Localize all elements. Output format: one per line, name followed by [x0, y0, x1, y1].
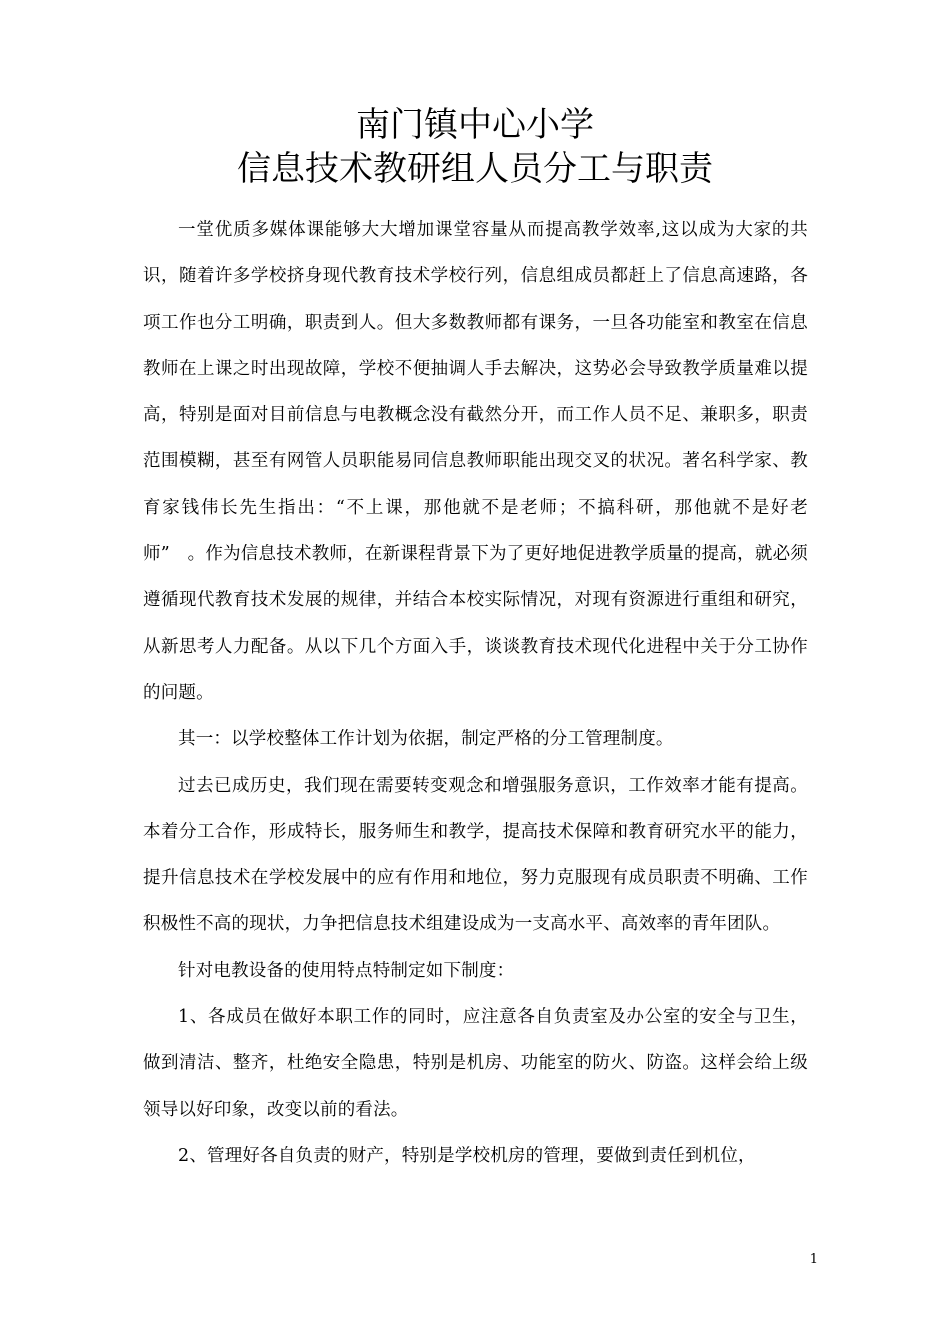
paragraph-rule-1: 1、各成员在做好本职工作的同时，应注意各自负责室及办公室的安全与卫生，做到清洁、整齐，杜绝安全隐患，特别是机房、功能室的防火、防盗。这样会给上级领导以好印象，改变以前的看法。	[143, 1007, 808, 1120]
paragraph-section-one-heading: 其一：以学校整体工作计划为依据，制定严格的分工管理制度。	[178, 729, 674, 750]
page-number: 1	[809, 1252, 818, 1267]
document-title-main: 信息技术教研组人员分工与职责	[237, 149, 713, 189]
paragraph-rule-2: 2、管理好各自负责的财产，特别是学校机房的管理，要做到责任到机位，	[178, 1145, 756, 1166]
paragraph-rules-intro: 针对电教设备的使用特点特制定如下制度：	[178, 960, 515, 981]
paragraph-section-one-body: 过去已成历史，我们现在需要转变观念和增强服务意识，工作效率才能有提高。本着分工合作，形成特长，服务师生和教学，提高技术保障和教育研究水平的能力，提升信息技术在学校发展中的应有作用和地位，努力克服现有成员职责不明确、工作积极性不高的现状，力争把信息技术组建设成为一支高水平、高效率的青年团队。	[143, 775, 808, 935]
document-title-school: 南门镇中心小学	[356, 105, 594, 145]
paragraph-intro: 一堂优质多媒体课能够大大增加课堂容量从而提高教学效率,这以成为大家的共识，随着许多学校挤身现代教育技术学校行列，信息组成员都赶上了信息高速路，各项工作也分工明确，职责到人。但大多数教师都有课务，一旦各功能室和教室在信息教师在上课之时出现故障，学校不便抽调人手去解决，这势必会导致教学质量难以提高，特别是面对目前信息与电教概念没有截然分开，而工作人员不足、兼职多，职责范围模糊，甚至有网管人员职能易同信息教师职能出现交叉的状况。著名科学家、教育家钱伟长先生指出：“不上课，那他就不是老师；不搞科研，那他就不是好老师” 。作为信息技术教师，在新课程背景下为了更好地促进教学质量的提高，就必须遵循现代教育技术发展的规律，并结合本校实际情况，对现有资源进行重组和研究，从新思考人力配备。从以下几个方面入手，谈谈教育技术现代化进程中关于分工协作的问题。	[143, 220, 808, 703]
document-body	[143, 207, 808, 1179]
